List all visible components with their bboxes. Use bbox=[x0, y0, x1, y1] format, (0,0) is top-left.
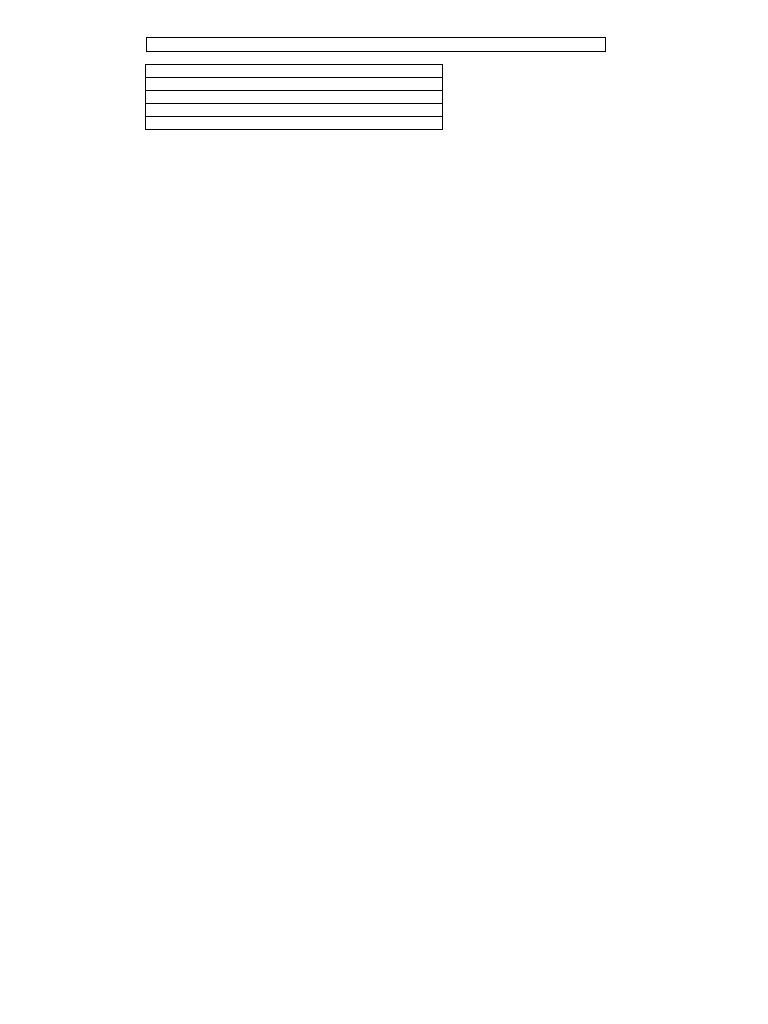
company-info-table bbox=[145, 64, 443, 130]
phone-field[interactable] bbox=[146, 104, 443, 117]
address-field[interactable] bbox=[146, 78, 443, 91]
contact-field[interactable] bbox=[146, 91, 443, 104]
document-title bbox=[146, 37, 606, 52]
company-field[interactable] bbox=[146, 65, 443, 78]
email-field[interactable] bbox=[146, 117, 443, 130]
